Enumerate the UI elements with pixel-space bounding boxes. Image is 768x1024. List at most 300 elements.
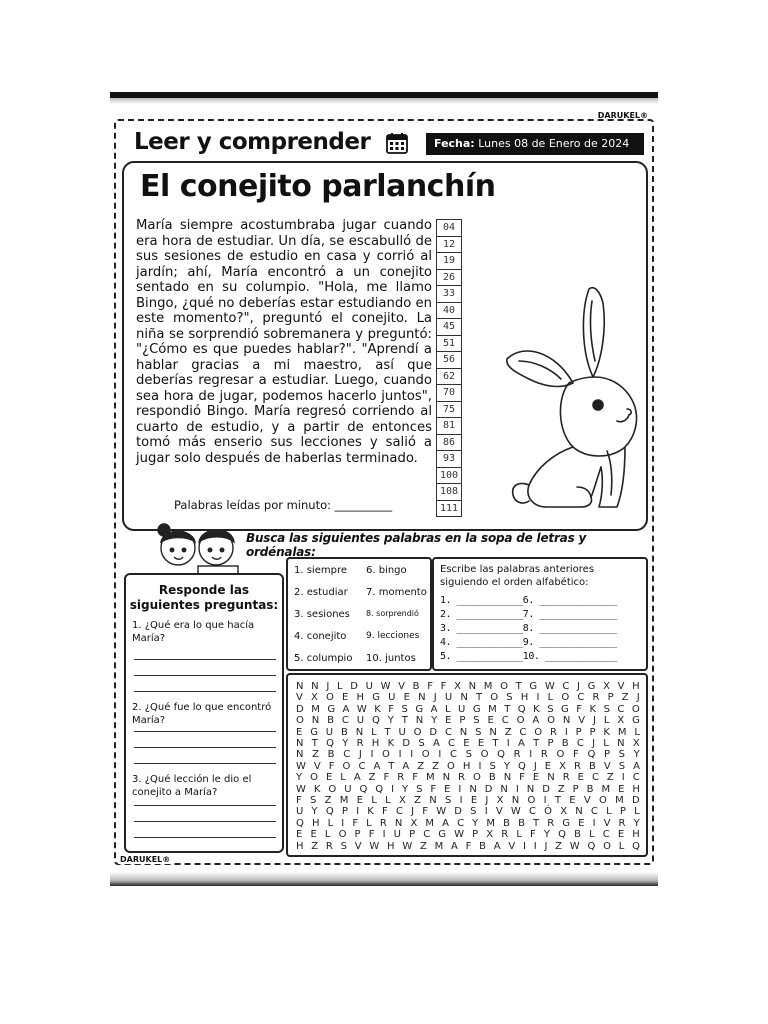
word-search-letter[interactable]: X <box>486 829 494 841</box>
word-search-letter[interactable]: L <box>516 829 522 841</box>
answer-line[interactable] <box>134 691 276 692</box>
word-search-letter[interactable]: A <box>402 760 410 772</box>
word-search-letter[interactable]: E <box>617 829 625 841</box>
answer-line[interactable] <box>134 659 276 660</box>
word-search-letter[interactable]: P <box>619 806 626 818</box>
word-search-letter[interactable]: Q <box>372 715 380 727</box>
answer-line[interactable] <box>134 763 276 764</box>
word-search-letter[interactable]: U <box>365 681 373 692</box>
word-search-letter[interactable]: G <box>587 681 596 692</box>
word-search-letter[interactable]: A <box>633 760 640 772</box>
word-search-letter[interactable]: D <box>296 703 304 715</box>
word-search-letter[interactable]: C <box>617 703 625 715</box>
word-search-letter[interactable]: Y <box>342 738 349 749</box>
word-search-letter[interactable]: N <box>415 715 424 727</box>
word-search-letter[interactable]: P <box>547 738 554 749</box>
word-search-letter[interactable]: Z <box>368 772 376 784</box>
word-search-letter[interactable]: F <box>383 772 390 784</box>
word-search-letter[interactable]: S <box>340 840 347 852</box>
word-search-letter[interactable]: Z <box>419 840 427 852</box>
word-search-letter[interactable]: R <box>592 692 600 704</box>
word-search-letter[interactable]: U <box>356 715 365 727</box>
word-search-letter[interactable]: W <box>544 681 555 692</box>
word-search-letter[interactable]: Ó <box>544 806 553 818</box>
word-search-letter[interactable]: H <box>462 760 471 772</box>
word-search-letter[interactable]: C <box>528 806 536 818</box>
word-search-letter[interactable]: X <box>454 681 461 692</box>
word-search-letter[interactable]: S <box>506 692 513 704</box>
word-search-letter[interactable]: Q <box>375 783 384 795</box>
word-search-letter[interactable]: I <box>533 840 537 852</box>
word-search-letter[interactable]: X <box>559 760 566 772</box>
word-search-letter[interactable]: E <box>403 692 410 704</box>
word-search-letter[interactable]: E <box>487 715 494 727</box>
word-search-letter[interactable]: M <box>425 772 435 784</box>
word-search-letter[interactable]: P <box>603 749 610 761</box>
word-search-letter[interactable]: O <box>547 715 555 727</box>
word-search-letter[interactable]: Q <box>587 749 596 761</box>
word-search-letter[interactable]: L <box>366 817 372 829</box>
word-search-letter[interactable]: K <box>603 726 610 738</box>
word-search-letter[interactable]: T <box>384 726 391 738</box>
word-search-letter[interactable]: Z <box>504 726 512 738</box>
word-search-letter[interactable]: V <box>354 840 362 852</box>
answer-line[interactable] <box>134 747 276 748</box>
word-search-letter[interactable]: Y <box>633 749 640 761</box>
word-search-letter[interactable]: H <box>632 783 640 795</box>
word-search-letter[interactable]: S <box>618 749 626 761</box>
word-search-letter[interactable]: J <box>358 749 362 761</box>
word-search-letter[interactable]: Z <box>555 840 563 852</box>
word-search-letter[interactable]: W <box>402 840 413 852</box>
word-search-letter[interactable]: O <box>516 715 525 727</box>
word-search-letter[interactable]: Y <box>503 760 510 772</box>
word-search-letter[interactable]: E <box>445 715 452 727</box>
word-search-letter[interactable]: F <box>422 806 429 818</box>
word-search-letter[interactable]: X <box>632 738 640 749</box>
word-search-letter[interactable]: V <box>495 806 503 818</box>
word-search-letter[interactable]: J <box>544 840 548 852</box>
word-search-letter[interactable]: S <box>465 749 472 761</box>
word-search-letter[interactable]: F <box>352 817 359 829</box>
word-search-letter[interactable]: B <box>479 840 487 852</box>
word-search-letter[interactable]: S <box>489 760 496 772</box>
word-search-letter[interactable]: R <box>458 772 465 784</box>
answer-line[interactable] <box>134 731 276 732</box>
word-search-letter[interactable]: E <box>544 760 552 772</box>
word-search-letter[interactable]: N <box>526 783 535 795</box>
word-search-letter[interactable]: Z <box>557 783 565 795</box>
word-search-letter[interactable]: O <box>338 829 347 841</box>
word-search-letter[interactable]: W <box>569 840 580 852</box>
answer-line[interactable] <box>134 837 276 838</box>
word-search-letter[interactable]: H <box>311 817 320 829</box>
order-row[interactable]: 1. ____________6. ______________ <box>440 595 617 606</box>
word-search-letter[interactable]: P <box>575 726 582 738</box>
word-search-letter[interactable]: Y <box>402 783 409 795</box>
word-search-letter[interactable]: I <box>458 783 462 795</box>
word-search-letter[interactable]: R <box>547 817 555 829</box>
word-search-letter[interactable]: Z <box>621 692 629 704</box>
word-search-letter[interactable]: V <box>313 760 321 772</box>
word-search-letter[interactable]: N <box>394 817 403 829</box>
word-search-letter[interactable]: I <box>356 806 360 818</box>
word-search-letter[interactable]: W <box>454 829 465 841</box>
word-search-letter[interactable]: C <box>590 806 598 818</box>
word-search-letter[interactable]: K <box>533 703 540 715</box>
word-search-letter[interactable]: U <box>388 692 396 704</box>
word-search-letter[interactable]: R <box>325 840 333 852</box>
word-search-letter[interactable]: S <box>416 783 423 795</box>
word-search-letter[interactable]: D <box>631 795 640 806</box>
word-search-letter[interactable]: N <box>547 772 555 784</box>
word-search-letter[interactable]: O <box>310 772 318 784</box>
word-search-letter[interactable]: C <box>444 726 452 738</box>
word-search-letter[interactable]: M <box>617 726 627 738</box>
word-search-letter[interactable]: K <box>367 806 374 818</box>
word-search-letter[interactable]: B <box>586 783 594 795</box>
word-search-letter[interactable]: S <box>618 760 626 772</box>
order-row[interactable]: 2. ____________7. ______________ <box>440 609 617 620</box>
word-search-letter[interactable]: V <box>617 681 625 692</box>
word-search-letter[interactable]: D <box>402 738 411 749</box>
word-search-letter[interactable]: I <box>410 749 414 761</box>
word-search-letter[interactable]: D <box>454 806 462 818</box>
word-search-letter[interactable]: N <box>511 795 520 806</box>
word-search-letter[interactable]: N <box>296 681 304 692</box>
word-search-letter[interactable]: H <box>632 829 640 841</box>
word-search-letter[interactable]: P <box>589 726 596 738</box>
word-search-letter[interactable]: J <box>577 681 580 692</box>
word-search-letter[interactable]: M <box>339 795 349 806</box>
word-search-letter[interactable]: E <box>444 783 451 795</box>
word-search-letter[interactable]: Y <box>633 817 640 829</box>
word-search-letter[interactable]: N <box>489 726 497 738</box>
word-search-letter[interactable]: S <box>547 703 554 715</box>
answer-line[interactable] <box>134 805 276 806</box>
word-search-letter[interactable]: F <box>430 783 437 795</box>
word-search-letter[interactable]: O <box>480 749 489 761</box>
word-search-letter[interactable]: K <box>387 738 395 749</box>
word-search-letter[interactable]: S <box>470 806 477 818</box>
word-search-letter[interactable]: E <box>569 795 576 806</box>
word-search-letter[interactable]: W <box>369 840 380 852</box>
word-search-letter[interactable]: I <box>391 783 395 795</box>
word-search-letter[interactable]: E <box>296 726 303 738</box>
word-search-letter[interactable]: C <box>449 749 457 761</box>
word-search-letter[interactable]: R <box>397 772 405 784</box>
word-search-letter[interactable]: V <box>398 681 405 692</box>
word-search-letter[interactable]: Z <box>312 749 319 761</box>
word-search-letter[interactable]: P <box>354 829 361 841</box>
word-search-letter[interactable]: O <box>326 692 334 704</box>
word-search-letter[interactable]: M <box>601 783 611 795</box>
word-search-letter[interactable]: F <box>573 749 579 761</box>
word-search-grid[interactable] <box>286 673 648 857</box>
word-search-letter[interactable]: I <box>370 749 374 761</box>
word-search-letter[interactable]: C <box>519 726 527 738</box>
word-search-letter[interactable]: V <box>583 795 591 806</box>
word-search-letter[interactable]: Q <box>517 703 526 715</box>
word-search-letter[interactable]: A <box>353 772 361 784</box>
word-search-letter[interactable]: C <box>448 738 456 749</box>
word-search-letter[interactable]: N <box>311 715 320 727</box>
word-search-letter[interactable]: I <box>592 817 596 829</box>
word-search-letter[interactable]: L <box>547 692 554 704</box>
word-search-letter[interactable]: Z <box>324 795 332 806</box>
word-search-letter[interactable]: V <box>296 692 303 704</box>
word-search-letter[interactable]: P <box>607 692 614 704</box>
word-search-letter[interactable]: T <box>504 703 511 715</box>
word-search-letter[interactable]: O <box>527 795 536 806</box>
word-search-letter[interactable]: U <box>325 726 334 738</box>
word-search-letter[interactable]: B <box>561 738 569 749</box>
word-search-letter[interactable]: F <box>530 829 536 841</box>
word-search-letter[interactable]: F <box>368 829 375 841</box>
word-search-letter[interactable]: L <box>606 806 612 818</box>
word-search-letter[interactable]: H <box>371 738 380 749</box>
word-search-letter[interactable]: E <box>325 772 333 784</box>
word-search-letter[interactable]: I <box>523 840 526 852</box>
word-search-letter[interactable]: P <box>459 715 466 727</box>
word-search-letter[interactable]: G <box>632 715 640 727</box>
word-search-letter[interactable]: V <box>603 760 611 772</box>
word-search-letter[interactable]: O <box>342 760 351 772</box>
word-search-letter[interactable]: C <box>632 772 640 784</box>
word-search-letter[interactable]: G <box>561 703 569 715</box>
word-search-letter[interactable]: S <box>603 703 610 715</box>
word-search-letter[interactable]: I <box>529 749 533 761</box>
word-search-letter[interactable]: R <box>356 738 364 749</box>
word-search-letter[interactable]: C <box>423 829 431 841</box>
word-search-letter[interactable]: G <box>415 703 424 715</box>
word-search-letter[interactable]: Q <box>296 817 304 829</box>
word-search-letter[interactable]: A <box>532 715 540 727</box>
word-search-letter[interactable]: S <box>473 715 480 727</box>
word-search-letter[interactable]: F <box>412 772 418 784</box>
word-search-letter[interactable]: H <box>387 840 395 852</box>
word-search-letter[interactable]: F <box>519 772 525 784</box>
word-search-letter[interactable]: B <box>518 817 525 829</box>
word-search-letter[interactable]: Z <box>606 772 614 784</box>
word-search-letter[interactable]: C <box>457 817 465 829</box>
word-search-letter[interactable]: N <box>311 681 319 692</box>
word-search-letter[interactable]: R <box>513 749 521 761</box>
word-search-letter[interactable]: Q <box>497 749 505 761</box>
word-search-letter[interactable]: L <box>327 817 334 829</box>
word-search-letter[interactable]: W <box>436 806 447 818</box>
word-search-letter[interactable]: F <box>465 840 472 852</box>
word-search-letter[interactable]: W <box>296 760 306 772</box>
word-search-letter[interactable]: O <box>561 692 570 704</box>
word-search-letter[interactable]: N <box>296 749 304 761</box>
word-search-letter[interactable]: U <box>398 726 406 738</box>
word-search-letter[interactable]: D <box>350 681 358 692</box>
word-search-letter[interactable]: Z <box>414 795 421 806</box>
word-search-letter[interactable]: O <box>598 795 607 806</box>
word-search-letter[interactable]: Y <box>311 806 318 818</box>
word-search-letter[interactable]: W <box>510 806 521 818</box>
word-search-letter[interactable]: O <box>534 726 543 738</box>
word-search-letter[interactable]: L <box>371 795 377 806</box>
word-search-letter[interactable]: L <box>603 738 609 749</box>
word-search-letter[interactable]: F <box>440 681 447 692</box>
word-search-letter[interactable]: Q <box>517 760 526 772</box>
word-search-letter[interactable]: J <box>593 715 596 727</box>
word-search-letter[interactable]: S <box>418 738 425 749</box>
word-search-letter[interactable]: D <box>429 726 438 738</box>
word-search-letter[interactable]: F <box>381 806 388 818</box>
word-search-letter[interactable]: H <box>632 681 640 692</box>
word-search-letter[interactable]: B <box>503 817 510 829</box>
word-search-letter[interactable]: L <box>618 840 625 852</box>
word-search-letter[interactable]: Z <box>432 760 440 772</box>
word-search-letter[interactable]: O <box>490 692 499 704</box>
word-search-letter[interactable]: C <box>395 806 403 818</box>
word-search-letter[interactable]: U <box>344 783 352 795</box>
word-search-letter[interactable]: K <box>589 703 597 715</box>
word-search-letter[interactable]: O <box>447 760 455 772</box>
word-search-letter[interactable]: N <box>296 738 304 749</box>
word-search-letter[interactable]: K <box>374 703 381 715</box>
word-search-letter[interactable]: C <box>576 738 584 749</box>
word-search-letter[interactable]: E <box>618 783 625 795</box>
word-search-letter[interactable]: X <box>560 806 568 818</box>
word-search-letter[interactable]: C <box>343 749 351 761</box>
word-search-letter[interactable]: I <box>438 749 442 761</box>
word-search-letter[interactable]: N <box>562 715 571 727</box>
word-search-letter[interactable]: M <box>483 681 493 692</box>
word-search-letter[interactable]: B <box>327 715 335 727</box>
word-search-letter[interactable]: T <box>492 738 499 749</box>
word-search-letter[interactable]: R <box>574 760 581 772</box>
word-search-letter[interactable]: T <box>388 760 395 772</box>
word-search-letter[interactable]: Q <box>587 840 596 852</box>
word-search-letter[interactable]: N <box>355 726 364 738</box>
word-search-letter[interactable]: R <box>562 772 570 784</box>
word-search-letter[interactable]: Y <box>472 817 479 829</box>
word-search-letter[interactable]: C <box>341 715 349 727</box>
word-search-letter[interactable]: J <box>592 738 596 749</box>
word-search-letter[interactable]: X <box>410 817 418 829</box>
word-search-letter[interactable]: G <box>310 726 318 738</box>
word-search-letter[interactable]: E <box>532 772 540 784</box>
word-search-letter[interactable]: F <box>328 760 335 772</box>
word-search-letter[interactable]: P <box>341 806 348 818</box>
word-search-letter[interactable]: N <box>617 738 625 749</box>
word-search-letter[interactable]: E <box>463 738 470 749</box>
word-search-letter[interactable]: Q <box>359 783 368 795</box>
word-search-letter[interactable]: J <box>326 681 330 692</box>
order-row[interactable]: 5. ____________10. _____________ <box>440 651 617 662</box>
word-search-letter[interactable]: T <box>533 738 540 749</box>
word-search-letter[interactable]: E <box>296 829 303 841</box>
word-search-letter[interactable]: P <box>572 783 579 795</box>
word-search-letter[interactable]: S <box>444 795 452 806</box>
word-search-letter[interactable]: A <box>373 760 381 772</box>
word-search-letter[interactable]: L <box>340 772 346 784</box>
word-search-letter[interactable]: O <box>382 749 390 761</box>
word-search-letter[interactable]: C <box>562 681 570 692</box>
word-search-letter[interactable]: O <box>413 726 422 738</box>
word-search-letter[interactable]: I <box>398 749 402 761</box>
word-search-letter[interactable]: O <box>421 749 430 761</box>
word-search-letter[interactable]: X <box>603 681 610 692</box>
word-search-letter[interactable]: G <box>438 829 447 841</box>
word-search-letter[interactable]: E <box>356 795 364 806</box>
word-search-letter[interactable]: L <box>589 829 595 841</box>
word-search-letter[interactable]: A <box>342 703 350 715</box>
word-search-letter[interactable]: Q <box>558 829 566 841</box>
word-search-letter[interactable]: M <box>311 703 320 715</box>
answer-line[interactable] <box>134 821 276 822</box>
word-search-letter[interactable]: T <box>401 715 408 727</box>
word-search-letter[interactable]: X <box>496 795 504 806</box>
word-search-letter[interactable]: L <box>385 795 391 806</box>
word-search-letter[interactable]: E <box>342 692 349 704</box>
word-search-letter[interactable]: H <box>296 840 304 852</box>
word-search-letter[interactable]: I <box>543 795 547 806</box>
word-search-letter[interactable]: R <box>501 829 509 841</box>
word-search-letter[interactable]: N <box>418 692 426 704</box>
word-search-letter[interactable]: E <box>477 738 485 749</box>
word-search-letter[interactable]: Y <box>296 772 303 784</box>
word-search-letter[interactable]: P <box>409 829 416 841</box>
word-search-letter[interactable]: Q <box>325 806 334 818</box>
word-search-letter[interactable]: O <box>328 783 337 795</box>
word-search-letter[interactable]: C <box>591 772 599 784</box>
word-search-letter[interactable]: M <box>615 795 624 806</box>
word-search-letter[interactable]: G <box>529 681 538 692</box>
word-search-letter[interactable]: D <box>484 783 493 795</box>
word-search-letter[interactable]: V <box>603 817 611 829</box>
word-search-letter[interactable]: G <box>472 703 481 715</box>
word-search-letter[interactable]: I <box>459 795 463 806</box>
word-search-letter[interactable]: L <box>324 829 331 841</box>
word-search-letter[interactable]: E <box>470 795 478 806</box>
word-search-letter[interactable]: T <box>515 681 522 692</box>
word-search-letter[interactable]: U <box>296 806 304 818</box>
order-row[interactable]: 3. ____________8. ______________ <box>440 623 617 634</box>
word-search-letter[interactable]: J <box>411 806 415 818</box>
word-search-letter[interactable]: B <box>574 829 581 841</box>
word-search-letter[interactable]: X <box>398 795 406 806</box>
word-search-letter[interactable]: U <box>444 692 453 704</box>
word-search-row[interactable] <box>296 840 640 853</box>
word-search-letter[interactable]: O <box>631 703 640 715</box>
word-search-letter[interactable]: M <box>486 817 496 829</box>
word-search-letter[interactable]: W <box>296 783 306 795</box>
word-search-letter[interactable]: R <box>540 749 548 761</box>
answer-line[interactable] <box>134 675 276 676</box>
word-search-letter[interactable]: H <box>520 692 529 704</box>
word-search-letter[interactable]: U <box>393 829 401 841</box>
word-search-letter[interactable]: B <box>488 772 496 784</box>
word-search-letter[interactable]: E <box>577 772 584 784</box>
word-search-letter[interactable]: Q <box>326 738 334 749</box>
word-search-letter[interactable]: I <box>484 806 488 818</box>
word-search-letter[interactable]: O <box>472 772 481 784</box>
word-search-letter[interactable]: M <box>425 817 435 829</box>
word-search-letter[interactable]: Y <box>387 715 394 727</box>
word-search-letter[interactable]: E <box>578 817 585 829</box>
word-search-letter[interactable]: L <box>371 726 377 738</box>
word-search-letter[interactable]: N <box>429 795 437 806</box>
word-search-letter[interactable]: T <box>533 817 540 829</box>
word-search-letter[interactable]: M <box>434 840 444 852</box>
word-search-letter[interactable]: S <box>401 703 408 715</box>
word-search-letter[interactable]: U <box>458 703 466 715</box>
